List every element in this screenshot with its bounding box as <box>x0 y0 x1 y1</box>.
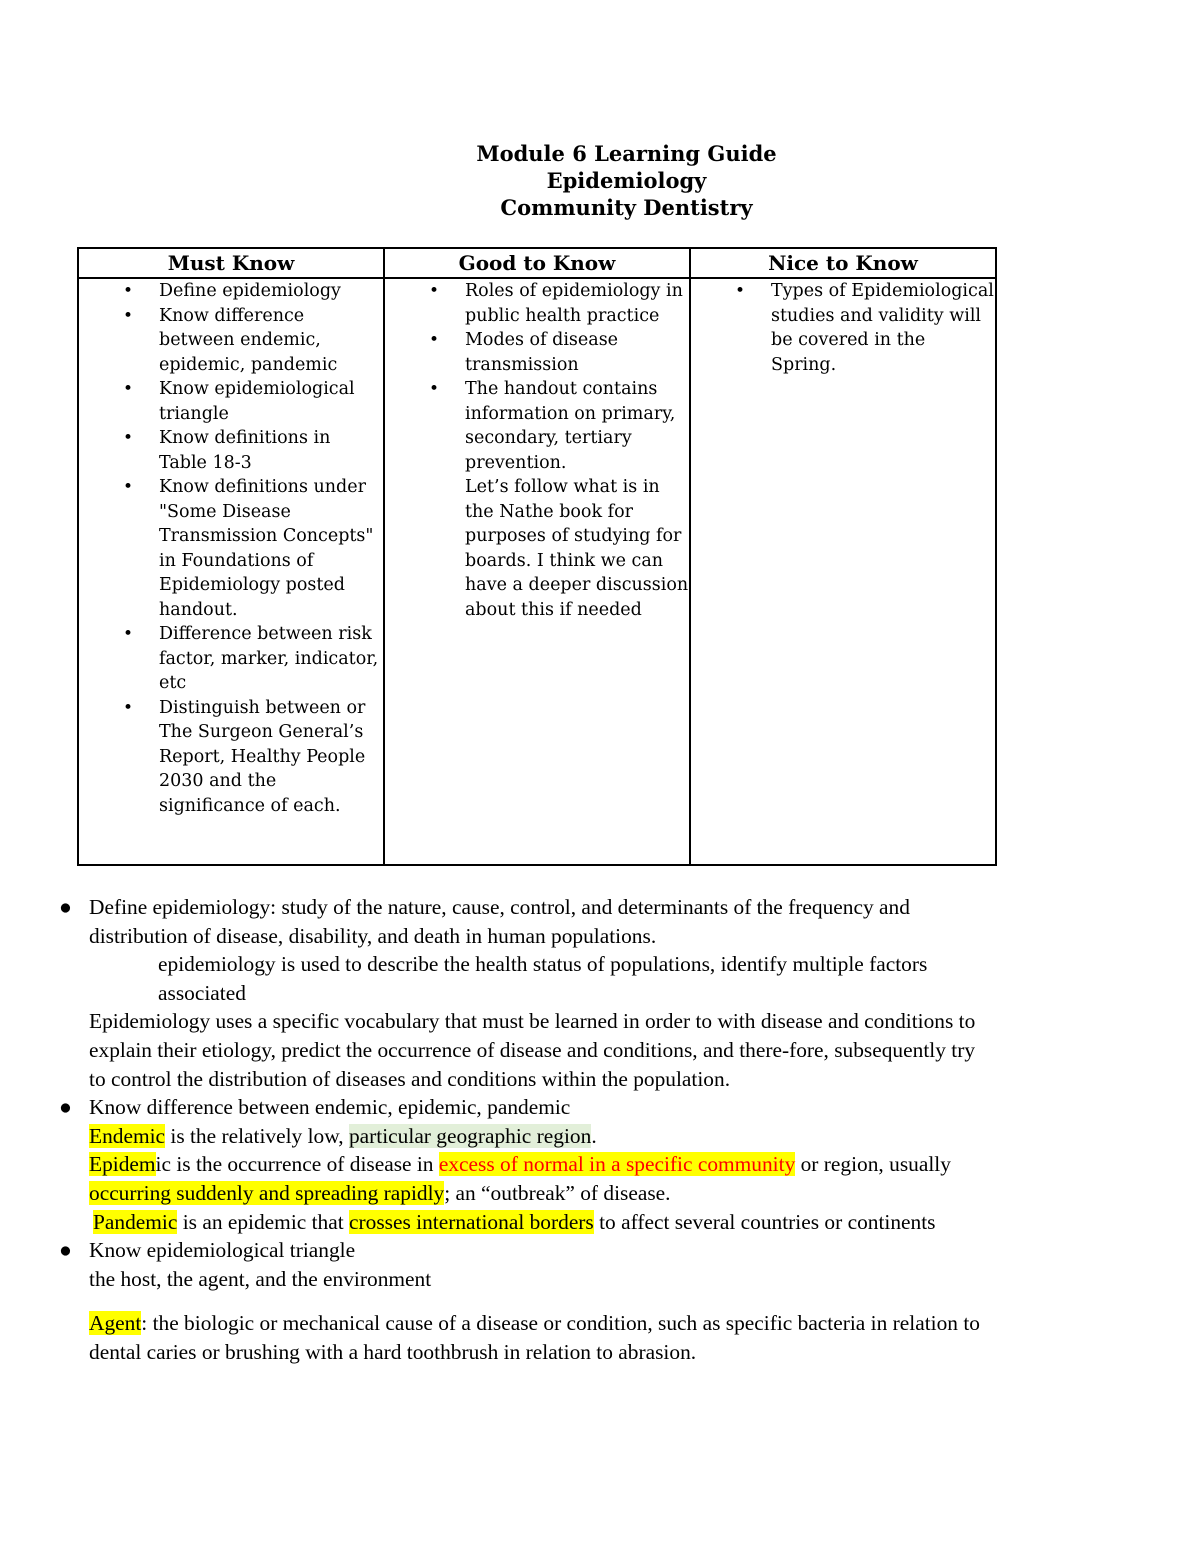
bullet-icon: ● <box>59 1095 72 1120</box>
epidemic-term: Epidem <box>89 1152 156 1177</box>
epidemic-highlight-2: occurring suddenly and spreading rapidly <box>89 1180 445 1205</box>
list-item: • Roles of epidemiology in public health practice <box>465 279 689 328</box>
vocab-text-1: Epidemiology uses a specific vocabulary that must be learned in order to with disease and conditions to <box>89 1009 976 1034</box>
epidemic-red-highlight: excess of normal in a specific community <box>438 1152 796 1177</box>
title-line-module: Module 6 Learning Guide <box>476 141 777 166</box>
notes-section <box>0 893 1200 1367</box>
agent-line-2 <box>0 1338 1200 1367</box>
title-line-subject: Epidemiology <box>546 168 707 193</box>
vocab-text-2: explain their etiology, predict the occurrence of disease and conditions, and there-fore, subsequently try <box>89 1037 976 1062</box>
epidemic-end: ; an “outbreak” of disease. <box>444 1180 671 1205</box>
nice-to-know-list <box>691 279 995 377</box>
define-text-2: distribution of disease, disability, and death in human populations. <box>89 923 657 948</box>
pandemic-highlight: crosses international borders <box>349 1209 594 1234</box>
vocab-line-1 <box>0 1007 1200 1036</box>
list-item: • Know difference between endemic, epidemic, pandemic <box>159 304 383 378</box>
pandemic-end: to affect several countries or continents <box>593 1209 936 1234</box>
document-title <box>0 140 1200 221</box>
header-nice-to-know: Nice to Know <box>690 248 996 278</box>
nice-to-know-cell <box>690 278 996 865</box>
list-item: • Know definitions under "Some Disease Transmission Concepts" in Foundations of Epidemiology posted handout. <box>159 475 383 622</box>
endemic-highlight: particular geographic region <box>348 1123 592 1148</box>
difference-heading-line <box>0 1093 1200 1122</box>
endemic-term: Endemic <box>89 1123 166 1148</box>
epidemic-line-1 <box>0 1150 1200 1179</box>
epidemic-text-2: or region, usually <box>795 1152 951 1177</box>
endemic-line <box>0 1122 1200 1151</box>
list-item: • The handout contains information on primary, secondary, tertiary prevention. <box>465 377 689 475</box>
list-item: • Distinguish between or The Surgeon General’s Report, Healthy People 2030 and the significance of each. <box>159 696 383 819</box>
list-item: • Difference between risk factor, marker, indicator, etc <box>159 622 383 696</box>
list-item: • Types of Epidemiological studies and validity will be covered in the Spring. <box>771 279 995 377</box>
title-line-course: Community Dentistry <box>500 195 753 220</box>
must-know-cell <box>78 278 384 865</box>
must-know-list <box>79 279 383 818</box>
triangle-body-line <box>0 1265 1200 1294</box>
bullet-icon: ● <box>59 1238 72 1263</box>
used-line-1 <box>0 950 1200 979</box>
header-good-to-know: Good to Know <box>384 248 690 278</box>
list-item: • Modes of disease transmission <box>465 328 689 377</box>
table-header-row <box>78 248 996 278</box>
agent-text-1: : the biologic or mechanical cause of a disease or condition, such as specific bacteria in relation to <box>141 1311 980 1336</box>
define-line-1 <box>0 893 1200 922</box>
epidemic-text: ic is the occurrence of disease in <box>155 1152 439 1177</box>
used-line-2 <box>0 979 1200 1008</box>
vocab-line-3 <box>0 1065 1200 1094</box>
list-item: • Know epidemiological triangle <box>159 377 383 426</box>
pandemic-term: Pandemic <box>93 1209 178 1234</box>
used-text-1: epidemiology is used to describe the health status of populations, identify multiple factors <box>158 952 928 977</box>
spacer <box>0 1293 1200 1309</box>
list-item: • Define epidemiology <box>159 279 383 304</box>
used-text-2: associated <box>158 980 246 1005</box>
agent-term: Agent <box>89 1311 142 1336</box>
learning-guide-table <box>77 247 997 866</box>
vocab-text-3: to control the distribution of diseases and conditions within the population. <box>89 1066 731 1091</box>
endemic-text: is the relatively low, <box>165 1123 349 1148</box>
list-continuation: Let’s follow what is in the Nathe book for purposes of studying for boards. I think we can have a deeper discussion about this if needed <box>465 477 689 620</box>
vocab-line-2 <box>0 1036 1200 1065</box>
good-to-know-cell <box>384 278 690 865</box>
good-to-know-list <box>385 279 689 622</box>
endemic-end: . <box>591 1123 597 1148</box>
epidemic-line-2 <box>0 1179 1200 1208</box>
pandemic-text: is an epidemic that <box>177 1209 350 1234</box>
define-line-2 <box>0 922 1200 951</box>
agent-text-2: dental caries or brushing with a hard toothbrush in relation to abrasion. <box>89 1339 697 1364</box>
pandemic-line <box>0 1208 1200 1237</box>
table-body-row <box>78 278 996 865</box>
list-item: • Know definitions in Table 18-3 <box>159 426 383 475</box>
header-must-know: Must Know <box>78 248 384 278</box>
bullet-icon: ● <box>59 895 72 919</box>
triangle-body: the host, the agent, and the environment <box>89 1266 432 1291</box>
define-text-1: Define epidemiology: study of the nature, cause, control, and determinants of the frequency and <box>89 895 910 919</box>
triangle-heading-line <box>0 1236 1200 1265</box>
difference-heading: Know difference between endemic, epidemic, pandemic <box>89 1095 571 1120</box>
agent-line-1 <box>0 1309 1200 1338</box>
triangle-heading: Know epidemiological triangle <box>89 1238 356 1263</box>
